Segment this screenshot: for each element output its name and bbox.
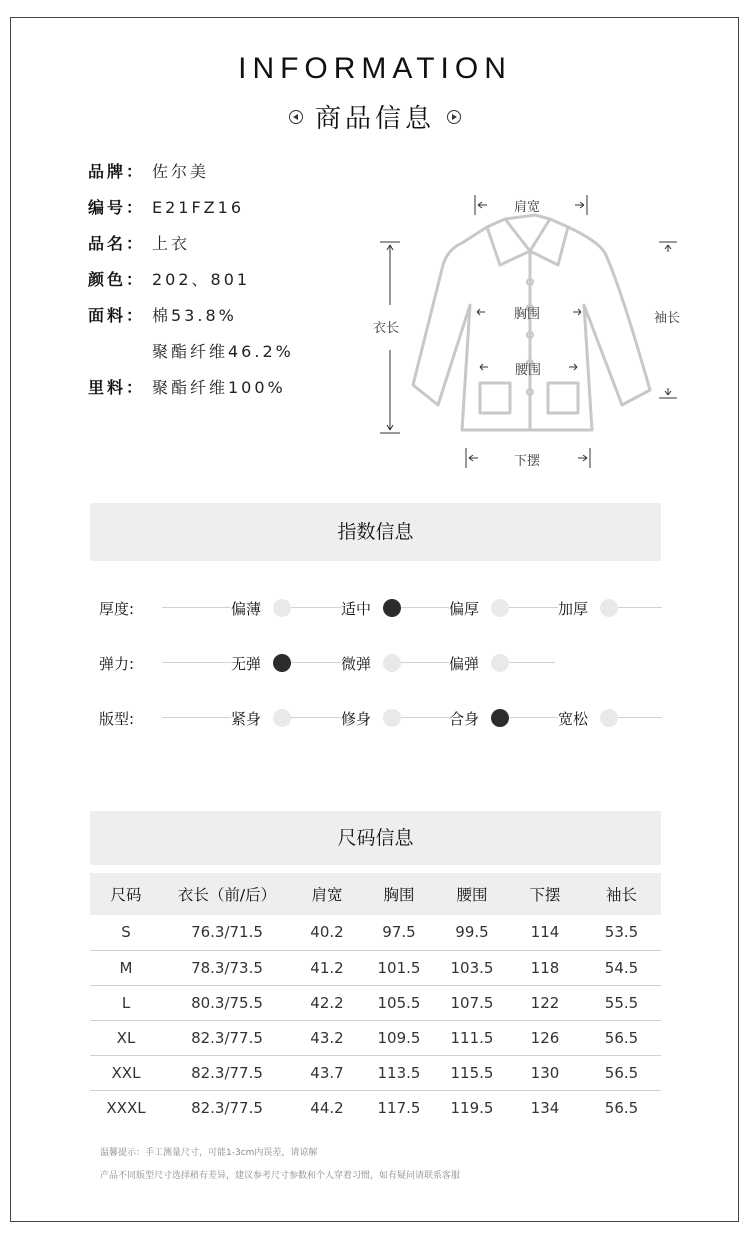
table-cell: 41.2 <box>292 950 362 985</box>
info-value: 聚酯纤维100% <box>152 378 286 397</box>
option-dot <box>383 654 401 672</box>
table-cell: 99.5 <box>436 915 508 950</box>
option-slight-stretch <box>341 651 401 675</box>
table-cell: 78.3/73.5 <box>162 950 292 985</box>
option-label: 修身 <box>341 709 372 728</box>
option-no-stretch <box>231 651 291 675</box>
note-measurement: 温馨提示：手工测量尺寸，可能1-3cm内误差，请谅解 <box>100 1148 318 1158</box>
table-row <box>90 985 661 1020</box>
table-row <box>90 950 661 985</box>
table-cell: 56.5 <box>582 1055 661 1090</box>
table-cell: 82.3/77.5 <box>191 1098 263 1117</box>
label-waist: 腰围 <box>515 363 542 378</box>
index-label: 弹力: <box>99 655 135 673</box>
table-cell: 114 <box>508 915 582 950</box>
info-value: 棉53.8% <box>152 306 237 325</box>
arrow-right-icon <box>447 110 461 124</box>
info-value: 上衣 <box>152 234 191 253</box>
option-dot <box>600 709 618 727</box>
option-label: 适中 <box>341 599 372 618</box>
info-value: 佐尔美 <box>152 162 210 181</box>
info-key: 面料： <box>88 306 146 325</box>
table-cell: 40.2 <box>292 915 362 950</box>
table-cell: 109.5 <box>362 1020 436 1055</box>
option-label: 紧身 <box>231 709 262 728</box>
table-row <box>90 1020 661 1055</box>
table-cell: 115.5 <box>436 1055 508 1090</box>
table-cell: M <box>90 950 162 985</box>
info-row-code <box>88 196 294 232</box>
table-cell: XXXL <box>106 1098 146 1117</box>
title-english: INFORMATION <box>238 52 512 85</box>
table-cell: 44.2 <box>310 1098 344 1117</box>
option-label: 加厚 <box>558 599 589 618</box>
table-cell: 55.5 <box>582 985 661 1020</box>
index-row-thickness <box>99 596 665 620</box>
label-hem: 下摆 <box>514 454 541 469</box>
index-section-title: 指数信息 <box>90 503 661 561</box>
label-sleeve: 袖长 <box>654 311 681 326</box>
index-row-elasticity <box>99 651 665 675</box>
table-cell: 103.5 <box>436 950 508 985</box>
option-label: 偏弹 <box>449 654 480 673</box>
note-fit-advice: 产品不同版型尺寸选择稍有差异，建议参考尺寸参数和个人穿着习惯，如有疑问请联系客服 <box>100 1171 461 1181</box>
option-dot <box>491 599 509 617</box>
info-row-brand <box>88 160 294 196</box>
table-cell: 126 <box>508 1020 582 1055</box>
table-cell: 54.5 <box>582 950 661 985</box>
option-dot <box>383 709 401 727</box>
option-extra-thick <box>558 596 618 620</box>
option-dot-selected <box>273 654 291 672</box>
column-header: 袖长 <box>582 873 661 915</box>
option-label: 微弹 <box>341 654 372 673</box>
info-key: 品名： <box>88 234 146 253</box>
column-header: 腰围 <box>436 873 508 915</box>
table-cell: 105.5 <box>362 985 436 1020</box>
table-cell: 43.2 <box>292 1020 362 1055</box>
option-dot-selected <box>383 599 401 617</box>
info-key: 品牌： <box>88 162 146 181</box>
option-dot <box>491 654 509 672</box>
table-cell: 122 <box>508 985 582 1020</box>
table-cell: 119.5 <box>450 1098 494 1117</box>
index-label: 版型: <box>99 710 135 728</box>
info-key: 颜色： <box>88 270 146 289</box>
jacket-outline-icon <box>360 185 700 475</box>
option-slim <box>341 706 401 730</box>
table-cell: 80.3/75.5 <box>162 985 292 1020</box>
option-regular <box>449 706 509 730</box>
size-table <box>90 873 661 1125</box>
info-row-fabric <box>88 304 294 340</box>
table-row <box>90 1055 661 1090</box>
option-dot <box>273 709 291 727</box>
option-label: 偏厚 <box>449 599 480 618</box>
title-chinese <box>0 98 750 135</box>
table-cell: 134 <box>530 1098 560 1117</box>
column-header: 胸围 <box>362 873 436 915</box>
table-cell: 101.5 <box>362 950 436 985</box>
size-table-header <box>90 873 661 915</box>
info-row-color <box>88 268 294 304</box>
table-cell: XL <box>90 1020 162 1055</box>
table-cell: 76.3/71.5 <box>162 915 292 950</box>
table-cell: 118 <box>508 950 582 985</box>
info-key: 编号： <box>88 198 146 217</box>
option-stretchy <box>449 651 509 675</box>
info-row-lining <box>88 376 294 412</box>
table-cell: XXL <box>90 1055 162 1090</box>
size-section-title: 尺码信息 <box>90 811 661 865</box>
table-row <box>90 1090 661 1125</box>
arrow-left-icon <box>289 110 303 124</box>
table-cell: 56.5 <box>604 1098 639 1117</box>
option-thick <box>449 596 509 620</box>
measurement-diagram <box>360 185 700 475</box>
column-header: 尺码 <box>90 873 162 915</box>
info-value: 聚酯纤维46.2% <box>152 342 294 361</box>
table-cell: 107.5 <box>436 985 508 1020</box>
table-cell: 113.5 <box>362 1055 436 1090</box>
option-dot-selected <box>491 709 509 727</box>
info-value: 202、801 <box>152 270 251 289</box>
table-row <box>90 915 661 950</box>
index-label: 厚度: <box>99 600 135 618</box>
table-cell: 97.5 <box>362 915 436 950</box>
option-thin <box>231 596 291 620</box>
index-row-fit <box>99 706 665 730</box>
product-info <box>88 160 294 412</box>
option-label: 偏薄 <box>231 599 262 618</box>
table-cell: S <box>90 915 162 950</box>
info-key: 里料： <box>88 378 146 397</box>
option-dot <box>273 599 291 617</box>
label-length: 衣长 <box>373 321 400 336</box>
option-label: 合身 <box>449 709 480 728</box>
option-dot <box>600 599 618 617</box>
column-header: 肩宽 <box>292 873 362 915</box>
table-cell: 130 <box>508 1055 582 1090</box>
table-cell: L <box>90 985 162 1020</box>
info-row-name <box>88 232 294 268</box>
column-header: 下摆 <box>508 873 582 915</box>
table-cell: 43.7 <box>292 1055 362 1090</box>
table-cell: 53.5 <box>582 915 661 950</box>
table-cell: 82.3/77.5 <box>162 1055 292 1090</box>
table-cell: 42.2 <box>292 985 362 1020</box>
table-cell: 117.5 <box>377 1098 421 1117</box>
column-header: 衣长（前/后） <box>162 873 292 915</box>
option-loose <box>558 706 618 730</box>
option-medium <box>341 596 401 620</box>
info-value: E21FZ16 <box>152 198 244 217</box>
table-cell: 111.5 <box>436 1020 508 1055</box>
label-shoulder: 肩宽 <box>514 200 541 215</box>
option-label: 宽松 <box>558 709 589 728</box>
title-chinese-text: 商品信息 <box>314 104 435 134</box>
option-label: 无弹 <box>231 654 262 673</box>
table-cell: 56.5 <box>582 1020 661 1055</box>
label-chest: 胸围 <box>514 307 541 322</box>
option-tight <box>231 706 291 730</box>
info-row-fabric-cont <box>88 340 294 376</box>
table-cell: 82.3/77.5 <box>162 1020 292 1055</box>
